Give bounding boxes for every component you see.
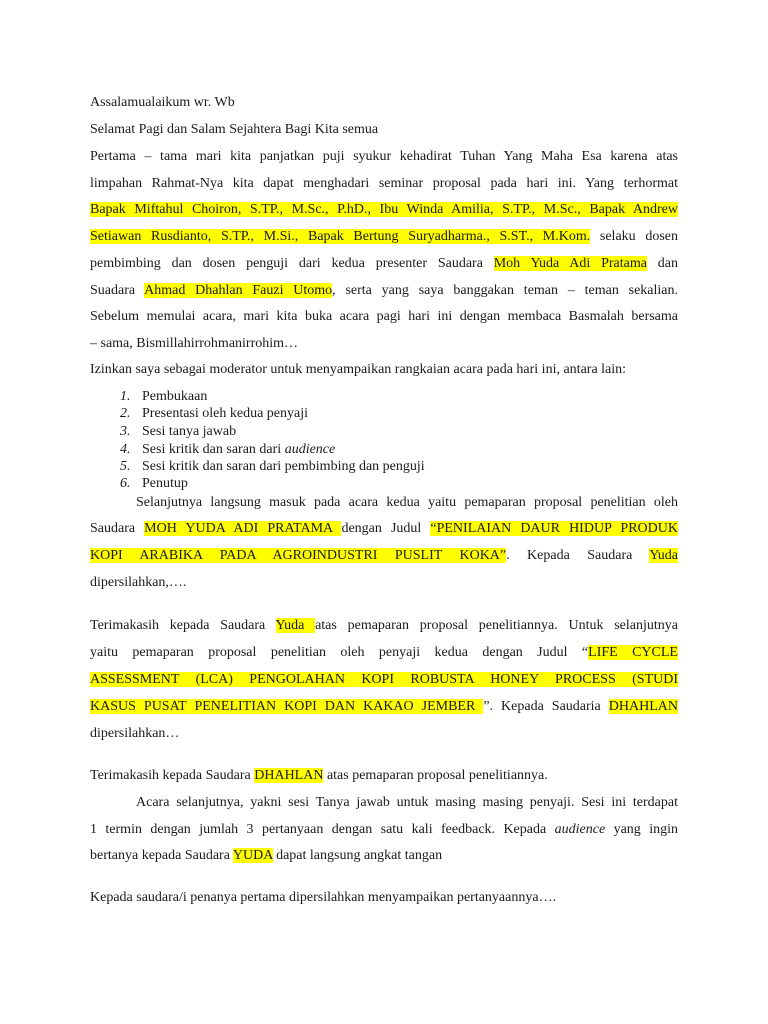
intro-line-6 — [90, 282, 678, 300]
agenda-item-number: 1. — [120, 389, 131, 404]
p3-a: Terimakasih kepada Saudara — [90, 768, 255, 783]
intro-line-5-a: pembimbing dan dosen penguji dari kedua presenter Saudara — [90, 256, 494, 271]
intro-line-4 — [90, 228, 678, 246]
p2-line-3 — [90, 671, 678, 689]
highlight-title-5: KASUS PUSAT PENELITIAN KOPI DAN KAKAO JEMBER — [90, 699, 484, 714]
agenda-item-text: Presentasi oleh kedua penyaji — [142, 406, 309, 421]
p2-line-1-b: atas pemaparan proposal penelitiannya. Untuk selanjutnya — [315, 618, 678, 633]
agenda-item-number: 6. — [120, 476, 131, 491]
agenda-item-number: 3. — [120, 424, 131, 439]
p1-line-1: Selanjutnya langsung masuk pada acara kedua yaitu pemaparan proposal penelitian oleh — [136, 495, 678, 510]
greeting-line: Assalamualaikum wr. Wb — [90, 95, 235, 110]
intro-line-1: Pertama – tama mari kita panjatkan puji syukur kehadirat Tuhan Yang Maha Esa karena atas — [90, 149, 678, 164]
intro-line-7: Sebelum memulai acara, mari kita buka acara pagi hari ini dengan membaca Basmalah bersama — [90, 309, 678, 324]
intro-line-6-a: Suadara — [90, 283, 145, 298]
highlight-presenter-name: MOH YUDA ADI PRATAMA — [144, 521, 342, 536]
highlight-lecturers-1: Bapak Miftahul Choiron, S.TP., M.Sc., P.hD., Ibu Winda Amilia, S.TP., M.Sc., Bapak Andrew — [90, 202, 678, 217]
intro-line-6-b: , serta yang saya banggakan teman – teman sekalian. — [332, 283, 678, 298]
highlight-presenter-1: Moh Yuda Adi Pratama — [493, 256, 647, 271]
highlight-dhahlan: DHAHLAN — [608, 699, 678, 714]
agenda-item — [120, 405, 308, 422]
agenda-item — [120, 441, 335, 458]
agenda-item-text: Penutup — [142, 476, 188, 491]
salam-line: Selamat Pagi dan Salam Sejahtera Bagi Kita semua — [90, 122, 379, 137]
p1-line-2 — [90, 520, 678, 538]
p5-line: Kepada saudara/i penanya pertama dipersilahkan menyampaikan pertanyaannya…. — [90, 890, 557, 905]
highlight-title-4: ASSESSMENT (LCA) PENGOLAHAN KOPI ROBUSTA HONEY PROCESS (STUDI — [90, 672, 678, 687]
p1-line-4: dipersilahkan,…. — [90, 575, 187, 590]
agenda-item-text: Sesi tanya jawab — [142, 424, 237, 439]
agenda-item — [120, 475, 188, 492]
p2-line-4 — [90, 698, 678, 716]
agenda-item-text: Sesi kritik dan saran dari pembimbing dan penguji — [142, 459, 425, 474]
intro-line-2: limpahan Rahmat-Nya kita dapat menghadari seminar proposal pada hari ini. Yang terhormat — [90, 176, 678, 191]
highlight-yuda: Yuda — [649, 548, 678, 563]
agenda-item-italic: audience — [284, 442, 336, 457]
agenda-item-number: 4. — [120, 442, 131, 457]
p1-line-3 — [90, 547, 678, 565]
agenda-item — [120, 423, 236, 440]
agenda-item-number: 2. — [120, 406, 131, 421]
highlight-title-2: KOPI ARABIKA PADA AGROINDUSTRI PUSLIT KOKA” — [90, 548, 507, 563]
highlight-title-1: “PENILAIAN DAUR HIDUP PRODUK — [430, 521, 678, 536]
p4-line-2-a: 1 termin dengan jumlah 3 pertanyaan dengan satu kali feedback. Kepada — [90, 822, 555, 837]
intro-line-3 — [90, 201, 678, 219]
highlight-title-3: LIFE CYCLE — [588, 645, 678, 660]
p2-line-5: dipersilahkan… — [90, 726, 180, 741]
highlight-yuda-caps: YUDA — [232, 848, 273, 863]
p4-audience-italic: audience — [554, 822, 606, 837]
agenda-item-text: Sesi kritik dan saran dari — [142, 442, 285, 457]
agenda-item-number: 5. — [120, 459, 131, 474]
p4-line-3 — [90, 847, 678, 865]
p2-line-2 — [90, 644, 678, 662]
p2-line-4-b: ”. Kepada Saudaria — [483, 699, 609, 714]
intro-line-5 — [90, 255, 678, 273]
agenda-item-text: Pembukaan — [142, 389, 208, 404]
p2-line-2-a: yaitu pemaparan proposal penelitian oleh penyaji kedua dengan Judul “ — [90, 645, 589, 660]
p2-line-1-a: Terimakasih kepada Saudara — [90, 618, 276, 633]
highlight-lecturers-2: Setiawan Rusdianto, S.TP., M.Si., Bapak Bertung Suryadharma., S.ST., M.Kom. — [90, 229, 591, 244]
p4-line-3-a: bertanya kepada Saudara — [90, 848, 233, 863]
p2-line-1 — [90, 617, 678, 635]
intro-line-5-b: dan — [646, 256, 678, 271]
p3-b: atas pemaparan proposal penelitiannya. — [323, 768, 548, 783]
p4-line-1: Acara selanjutnya, yakni sesi Tanya jawab untuk masing masing penyaji. Sesi ini terdapat — [136, 795, 678, 810]
p1-line-3-b: . Kepada Saudara — [506, 548, 650, 563]
p4-line-2-b: yang ingin — [605, 822, 678, 837]
intro-line-8: – sama, Bismillahirrohmanirrohim… — [90, 336, 299, 351]
intro-line-4-rest: selaku dosen — [590, 229, 678, 244]
highlight-dhahlan: DHAHLAN — [254, 768, 324, 783]
agenda-intro: Izinkan saya sebagai moderator untuk menyampaikan rangkaian acara pada hari ini, antara lain: — [90, 362, 627, 377]
agenda-item — [120, 458, 425, 475]
p1-line-2-b: dengan Judul — [341, 521, 431, 536]
p1-line-2-a: Saudara — [90, 521, 145, 536]
highlight-presenter-2: Ahmad Dhahlan Fauzi Utomo — [144, 283, 333, 298]
highlight-yuda: Yuda — [275, 618, 316, 633]
p4-line-2 — [90, 821, 678, 839]
p3-line — [90, 767, 678, 785]
p4-line-3-b: dapat langsung angkat tangan — [272, 848, 443, 863]
agenda-item — [120, 388, 207, 405]
